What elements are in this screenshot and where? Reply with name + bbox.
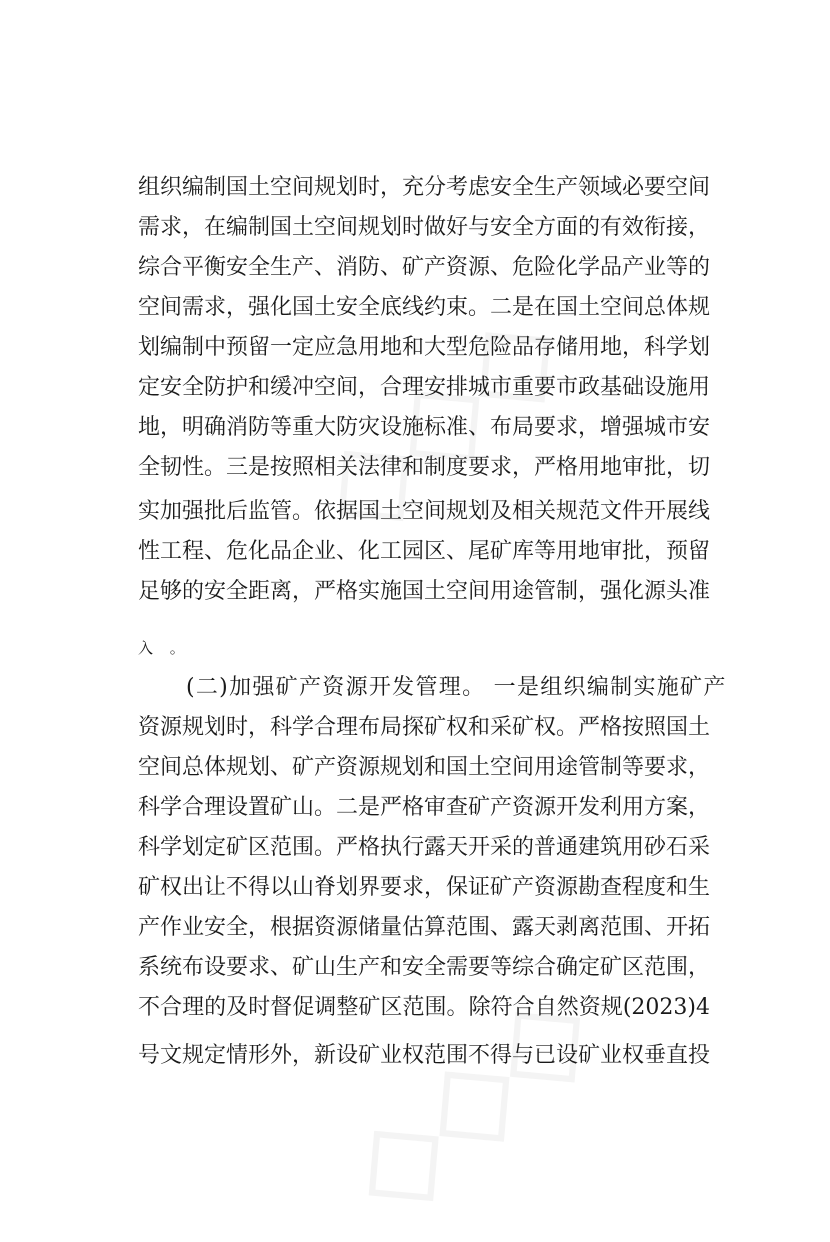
text-line: 科学划定矿区范围。严格执行露天开采的普通建筑用砂石采 [138, 835, 711, 860]
text-line: 矿权出让不得以山脊划界要求，保证矿产资源勘查程度和生 [138, 875, 711, 900]
text-line: 足够的安全距离，严格实施国土空间用途管制，强化源头准 [138, 579, 711, 604]
text-line: 定安全防护和缓冲空间，合理安排城市重要市政基础设施用 [138, 375, 711, 400]
text-line: 号文规定情形外，新设矿业权范围不得与已设矿业权垂直投 [138, 1043, 711, 1068]
text-line: 地，明确消防等重大防灾设施标准、布局要求，增强城市安 [138, 415, 711, 440]
text-line: 系统布设要求、矿山生产和安全需要等综合确定矿区范围， [138, 955, 711, 980]
text-line: 空间需求，强化国土安全底线约束。二是在国土空间总体规 [138, 295, 711, 320]
section-heading-line: (二)加强矿产资源开发管理。 一是组织编制实施矿产 [186, 675, 727, 700]
text-line: 科学合理设置矿山。二是严格审查矿产资源开发利用方案， [138, 795, 711, 820]
text-line-tail: 入 。 [138, 639, 191, 657]
text-line: 综合平衡安全生产、消防、矿产资源、危险化学品产业等的 [138, 255, 711, 280]
text-line: 划编制中预留一定应急用地和大型危险品存储用地，科学划 [138, 335, 711, 360]
text-line: 不合理的及时督促调整矿区范围。除符合自然资规(2023)4 [138, 995, 710, 1020]
text-line: 全韧性。三是按照相关法律和制度要求，严格用地审批，切 [138, 455, 711, 480]
text-line: 组织编制国土空间规划时，充分考虑安全生产领域必要空间 [138, 175, 711, 200]
text-line: 产作业安全，根据资源储量估算范围、露天剥离范围、开拓 [138, 915, 711, 940]
text-line: 实加强批后监管。依据国土空间规划及相关规范文件开展线 [138, 499, 711, 524]
text-line: 资源规划时，科学合理布局探矿权和采矿权。严格按照国土 [138, 715, 711, 740]
text-line: 性工程、危化品企业、化工园区、尾矿库等用地审批，预留 [138, 539, 711, 564]
text-line: 空间总体规划、矿产资源规划和国土空间用途管制等要求， [138, 755, 711, 780]
text-line: 需求，在编制国土空间规划时做好与安全方面的有效衔接， [138, 215, 711, 240]
